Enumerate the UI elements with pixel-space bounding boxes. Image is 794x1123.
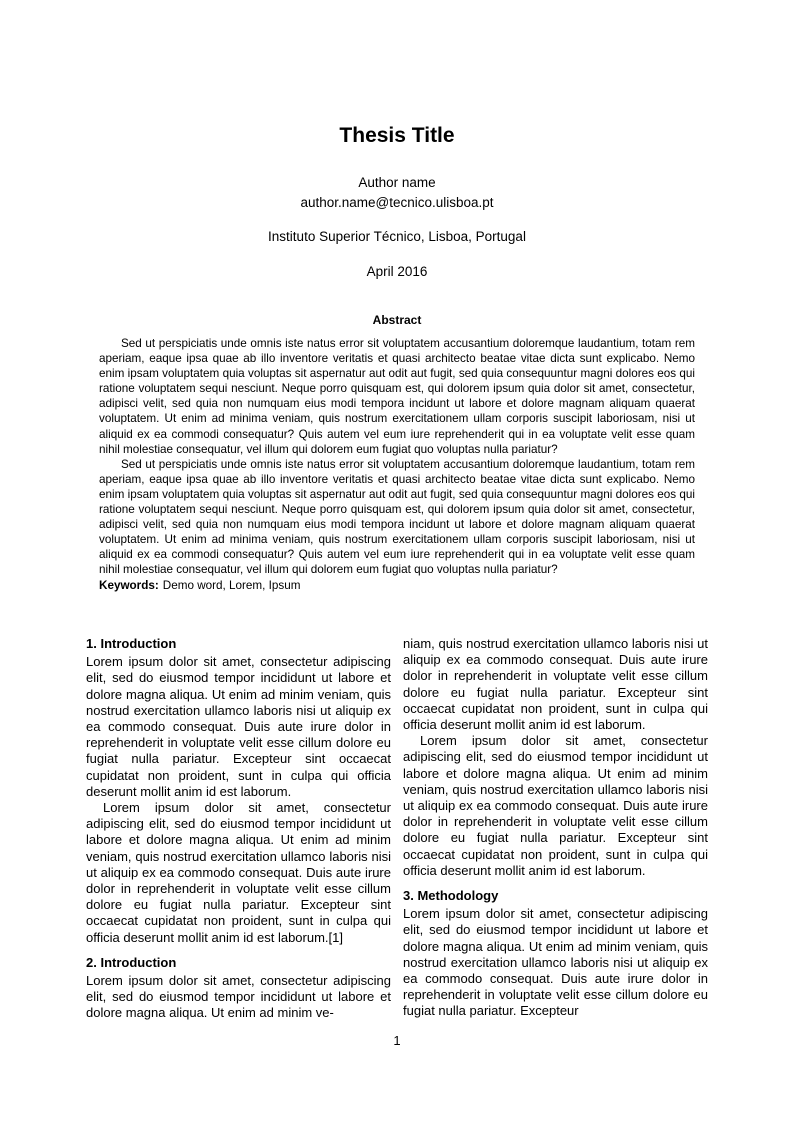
author-block	[86, 173, 708, 212]
abstract-heading: Abstract	[372, 313, 422, 327]
section-heading-2-introduction: 2. Introduction	[86, 954, 177, 970]
author-email: author.name@tecnico.ulisboa.pt	[300, 194, 494, 210]
keywords-line	[99, 578, 695, 593]
keywords-value: Demo word, Lorem, Ipsum	[162, 578, 301, 592]
abstract-body	[99, 336, 695, 593]
front-matter	[86, 0, 708, 593]
abstract-paragraph-1: Sed ut perspiciatis unde omnis iste natus error sit voluptatem accusantium doloremque laudantium, totam rem aperiam, eaque ipsa quae ab illo inventore veritatis et quasi architecto beatae vitae dicta sunt explicabo. Nemo enim ipsam voluptatem quia voluptas sit aspernatur aut odit aut fugit, sed quia consequuntur magni dolores eos qui ratione voluptatem sequi nesciunt. Neque porro quisquam est, qui dolorem ipsum quia dolor sit amet, consectetur, adipisci velit, sed quia non numquam eius modi tempora incidunt ut labore et dolore magnam aliquam quaerat voluptatem. Ut enim ad minima veniam, quis nostrum exercitationem ullam corporis suscipit laboriosam, nisi ut aliquid ex ea commodi consequatur? Quis autem vel eum iure reprehenderit qui in ea voluptate velit esse quam nihil molestiae consequatur, vel illum qui dolorem eum fugiat quo voluptas nulla pariatur?	[99, 337, 695, 456]
column-left	[86, 636, 391, 1022]
institution: Instituto Superior Técnico, Lisboa, Portugal	[268, 229, 526, 244]
keywords-label: Keywords:	[99, 578, 159, 592]
page-number: 1	[393, 1033, 401, 1048]
page-footer	[0, 1033, 794, 1049]
body-paragraph: Lorem ipsum dolor sit amet, consectetur adipiscing elit, sed do eiusmod tempor incididunt ut labore et dolore magna aliqua. Ut enim ad minim veniam, quis nostrud exercitation ullamco laboris nisi ut aliquip ex ea commodo consequat. Duis aute irure dolor in reprehenderit in voluptate velit esse cillum dolore eu fugiat nulla pariatur. Excepteur sint occaecat cupidatat non proident, sunt in culpa qui officia deserunt mollit anim id est laborum.	[403, 733, 708, 878]
author-name: Author name	[358, 175, 436, 190]
column-right	[403, 636, 708, 1022]
body-paragraph: Lorem ipsum dolor sit amet, consectetur adipiscing elit, sed do eiusmod tempor incididunt ut labore et dolore magna aliqua. Ut enim ad minim veniam, quis nostrud exercitation ullamco laboris nisi ut aliquip ex ea commodo consequat. Duis aute irure dolor in reprehenderit in voluptate velit esse cillum dolore eu fugiat nulla pariatur. Excepteur sint occaecat cupidatat non proident, sunt in culpa qui officia deserunt mollit anim id est laborum.	[86, 654, 391, 799]
section-heading-1-introduction: 1. Introduction	[86, 636, 177, 651]
two-column-body	[86, 636, 708, 1022]
thesis-title: Thesis Title	[339, 124, 455, 147]
body-paragraph: Lorem ipsum dolor sit amet, consectetur adipiscing elit, sed do eiusmod tempor incididunt ut labore et dolore magna aliqua. Ut enim ad minim veniam, quis nostrud exercitation ullamco laboris nisi ut aliquip ex ea commodo consequat. Duis aute irure dolor in reprehenderit in voluptate velit esse cillum dolore eu fugiat nulla pariatur. Excepteur	[403, 906, 708, 1019]
body-paragraph: Lorem ipsum dolor sit amet, consectetur adipiscing elit, sed do eiusmod tempor incididunt ut labore et dolore magna aliqua. Ut enim ad minim veniam, quis nostrud exercitation ullamco laboris nisi ut aliquip ex ea commodo consequat. Duis aute irure dolor in reprehenderit in voluptate velit esse cillum dolore eu fugiat nulla pariatur. Excepteur sint occaecat cupidatat non proident, sunt in culpa qui officia deserunt mollit anim id est laborum.[1]	[86, 800, 391, 945]
body-paragraph: Lorem ipsum dolor sit amet, consectetur adipiscing elit, sed do eiusmod tempor incididunt ut labore et dolore magna aliqua. Ut enim ad minim ve-	[86, 973, 391, 1021]
section-heading-3-methodology: 3. Methodology	[403, 888, 499, 904]
date-line: April 2016	[366, 264, 428, 279]
abstract-paragraph-2: Sed ut perspiciatis unde omnis iste natus error sit voluptatem accusantium doloremque laudantium, totam rem aperiam, eaque ipsa quae ab illo inventore veritatis et quasi architecto beatae vitae dicta sunt explicabo. Nemo enim ipsam voluptatem quia voluptas sit aspernatur aut odit aut fugit, sed quia consequuntur magni dolores eos qui ratione voluptatem sequi nesciunt. Neque porro quisquam est, qui dolorem ipsum quia dolor sit amet, consectetur, adipisci velit, sed quia non numquam eius modi tempora incidunt ut labore et dolore magnam aliquam quaerat voluptatem. Ut enim ad minima veniam, quis nostrum exercitationem ullam corporis suscipit laboriosam, nisi ut aliquid ex ea commodi consequatur? Quis autem vel eum iure reprehenderit qui in ea voluptate velit esse quam nihil molestiae consequatur, vel illum qui dolorem eum fugiat quo voluptas nulla pariatur?	[99, 457, 695, 577]
body-paragraph-continuation: niam, quis nostrud exercitation ullamco laboris nisi ut aliquip ex ea commodo consequat. Duis aute irure dolor in reprehenderit in voluptate velit esse cillum dolore eu fugiat nulla pariatur. Excepteur sint occaecat cupidatat non proident, sunt in culpa qui officia deserunt mollit anim id est laborum.	[403, 636, 708, 733]
